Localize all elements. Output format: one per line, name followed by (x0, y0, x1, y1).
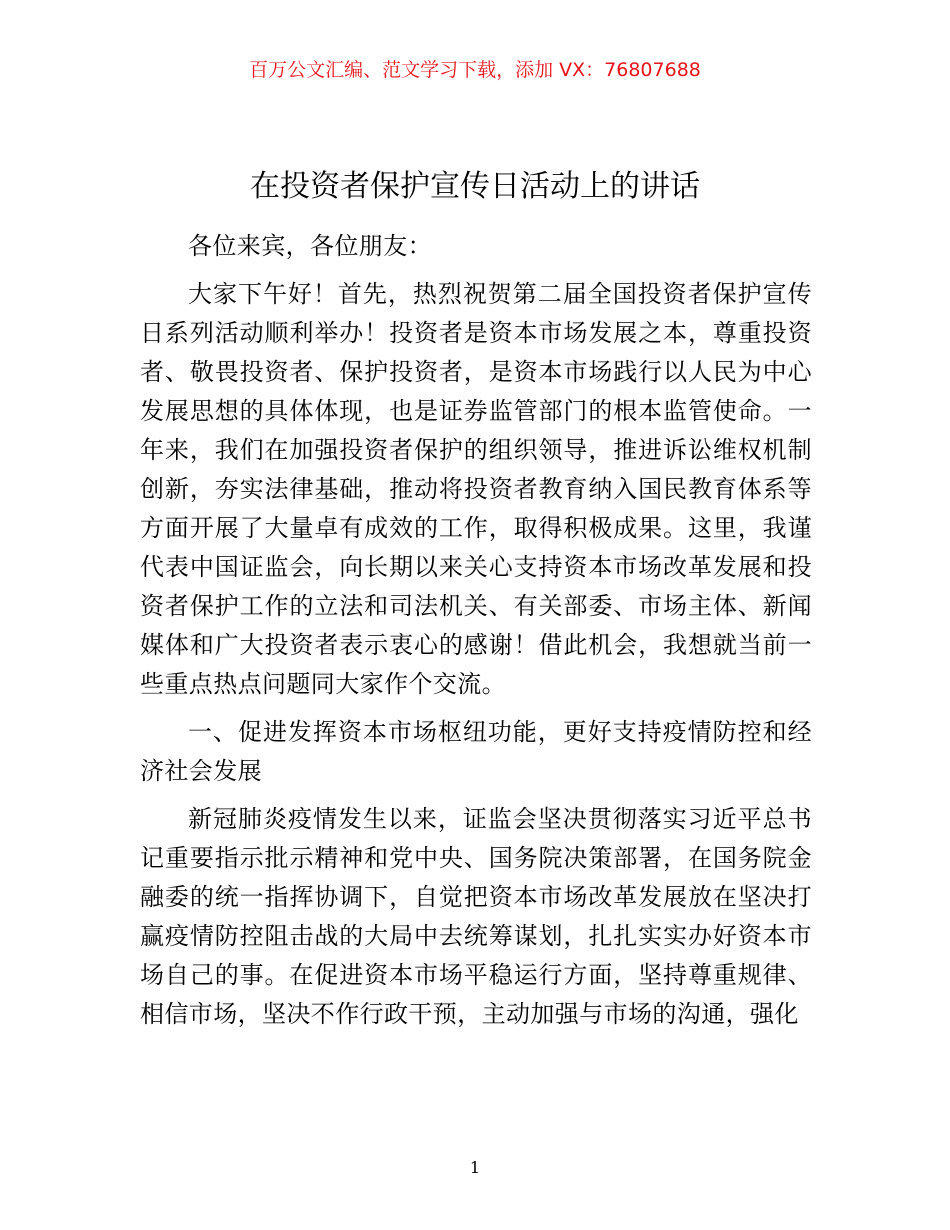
document-body (140, 227, 812, 1043)
greeting: 各位来宾，各位朋友： (188, 232, 432, 260)
paragraph-section-one: 新冠肺炎疫情发生以来，证监会坚决贯彻落实习近平总书记重要指示批示精神和党中央、国务院决策部署，在国务院金融委的统一指挥协调下，自觉把资本市场改革发展放在坚决打赢疫情防控阻击战的大局中去统筹谋划，扎扎实实办好资本市场自己的事。在促进资本市场平稳运行方面，坚持尊重规律、相信市场，坚决不作行政干预，主动加强与市场的沟通，强化 (140, 805, 812, 1028)
page-number: 1 (469, 1158, 481, 1177)
document-title: 在投资者保护宣传日活动上的讲话 (250, 169, 700, 204)
paragraph-opening: 大家下午好！首先，热烈祝贺第二届全国投资者保护宣传日系列活动顺利举办！投资者是资本市场发展之本，尊重投资者、敬畏投资者、保护投资者，是资本市场践行以人民为中心发展思想的具体体现，也是证券监管部门的根本监管使命。一年来，我们在加强投资者保护的组织领导，推进诉讼维权机制创新，夯实法律基础，推动将投资者教育纳入国民教育体系等方面开展了大量卓有成效的工作，取得积极成果。这里，我谨代表中国证监会，向长期以来关心支持资本市场改革发展和投资者保护工作的立法和司法机关、有关部委、市场主体、新闻媒体和广大投资者表示衷心的感谢！借此机会，我想就当前一些重点热点问题同大家作个交流。 (140, 280, 812, 698)
header-note: 百万公文汇编、范文学习下载，添加 VX：76807688 (249, 59, 701, 81)
section-heading: 一、促进发挥资本市场枢纽功能，更好支持疫情防控和经济社会发展 (140, 718, 812, 785)
